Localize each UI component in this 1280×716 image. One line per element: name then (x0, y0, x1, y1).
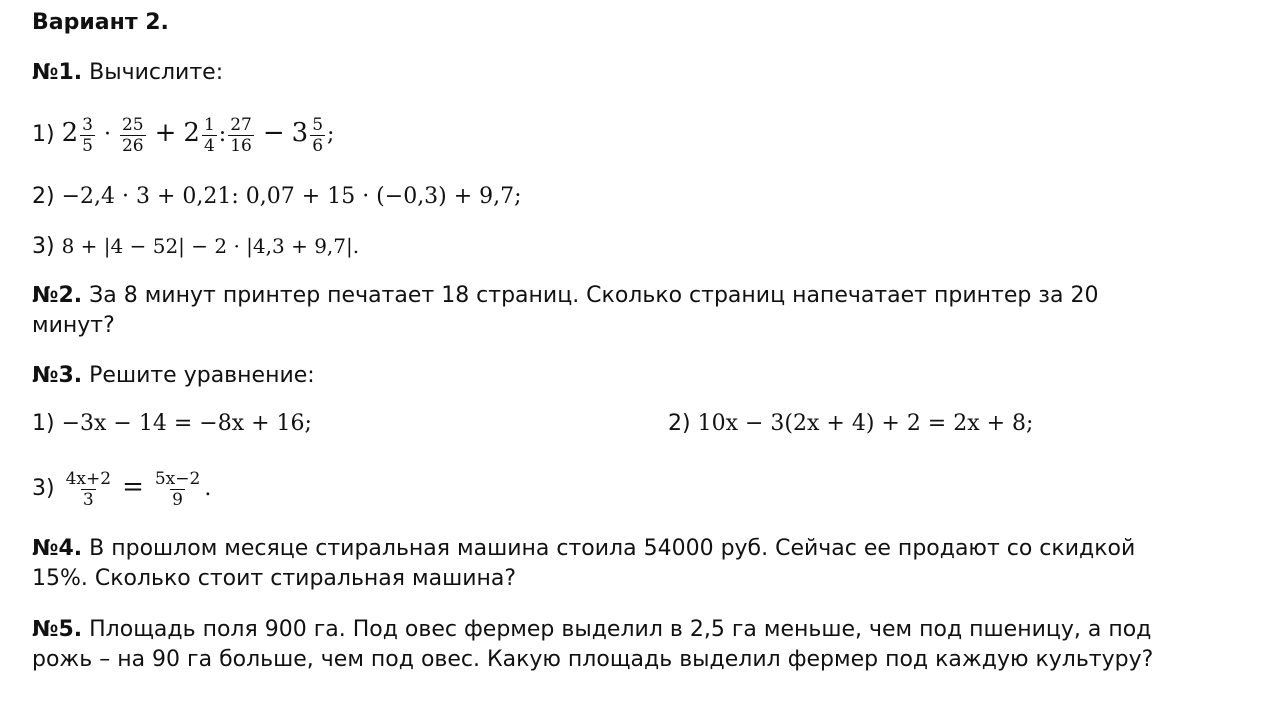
task1-item1 (32, 108, 334, 160)
whole-number: 2 (183, 118, 200, 148)
terminator: ; (327, 122, 335, 147)
task4-line1 (32, 534, 1242, 564)
fraction: $\frac{5}{6}$ (312, 114, 324, 156)
task4-number: №4. (32, 536, 83, 561)
fraction: $\frac{27}{16}$ (230, 114, 252, 156)
task2 (32, 281, 1242, 341)
whole-number: 2 (61, 118, 79, 148)
task3-item1 (32, 409, 312, 439)
item-label: 3) (32, 476, 55, 501)
equals-sign: = (122, 472, 144, 502)
task4-text-line1: В прошлом месяце стиральная машина стоила 54000 руб. Сейчас ее продают со скидкой (89, 536, 1136, 561)
expression: 8 + |4 − 52| − 2 · |4,3 + 9,7|. (61, 234, 360, 258)
fraction: $\frac{3}{5}$ (82, 114, 93, 156)
task5-text-line1: Площадь поля 900 га. Под овес фермер выделил в 2,5 га меньше, чем под пшеницу, а под (89, 617, 1152, 642)
operator: + (154, 118, 177, 148)
task1-header (32, 58, 223, 88)
task4 (32, 534, 1242, 594)
task1-item2 (32, 182, 522, 212)
task5 (32, 615, 1242, 675)
item-label: 1) (32, 122, 55, 147)
task3-header (32, 361, 315, 391)
task2-text-line2: минут? (32, 313, 115, 338)
terminator: . (204, 476, 212, 501)
task5-text-line2: рожь – на 90 га больше, чем под овес. Какую площадь выделил фермер под каждую культуру? (32, 647, 1154, 672)
item-label: 1) (32, 411, 55, 436)
task2-number: №2. (32, 283, 83, 308)
task2-text-line1: За 8 минут принтер печатает 18 страниц. Сколько страниц напечатает принтер за 20 (89, 283, 1099, 308)
task3-item3 (32, 462, 211, 514)
fraction: $\frac{4x+2}{3}$ (65, 468, 112, 510)
task3-item2 (668, 409, 1033, 439)
item-label: 2) (668, 411, 691, 436)
operator: − (262, 118, 285, 148)
item-label: 2) (32, 184, 55, 209)
task4-text-line2: 15%. Сколько стоит стиральная машина? (32, 566, 517, 591)
task3-number: №3. (32, 363, 83, 388)
fraction: $\frac{1}{4}$ (203, 114, 215, 156)
variant-title: Вариант 2. (32, 10, 169, 35)
expression: −2,4 · 3 + 0,21: 0,07 + 15 · (−0,3) + 9,7; (61, 184, 522, 209)
equation: 10x − 3(2x + 4) + 2 = 2x + 8; (697, 411, 1034, 436)
task2-line1 (32, 281, 1242, 311)
whole-number: 3 (291, 118, 309, 148)
task5-number: №5. (32, 617, 83, 642)
task1-text: Вычислите: (89, 60, 224, 85)
item-label: 3) (32, 234, 55, 259)
task5-line1 (32, 615, 1242, 645)
fraction: $\frac{5x-2}{9}$ (154, 468, 201, 510)
fraction: $\frac{25}{26}$ (121, 114, 144, 156)
task3-text: Решите уравнение: (89, 363, 315, 388)
equation: −3x − 14 = −8x + 16; (61, 411, 312, 436)
operator: : (218, 122, 227, 147)
task1-number: №1. (32, 60, 83, 85)
task1-item3 (32, 231, 359, 262)
operator: · (103, 122, 111, 147)
